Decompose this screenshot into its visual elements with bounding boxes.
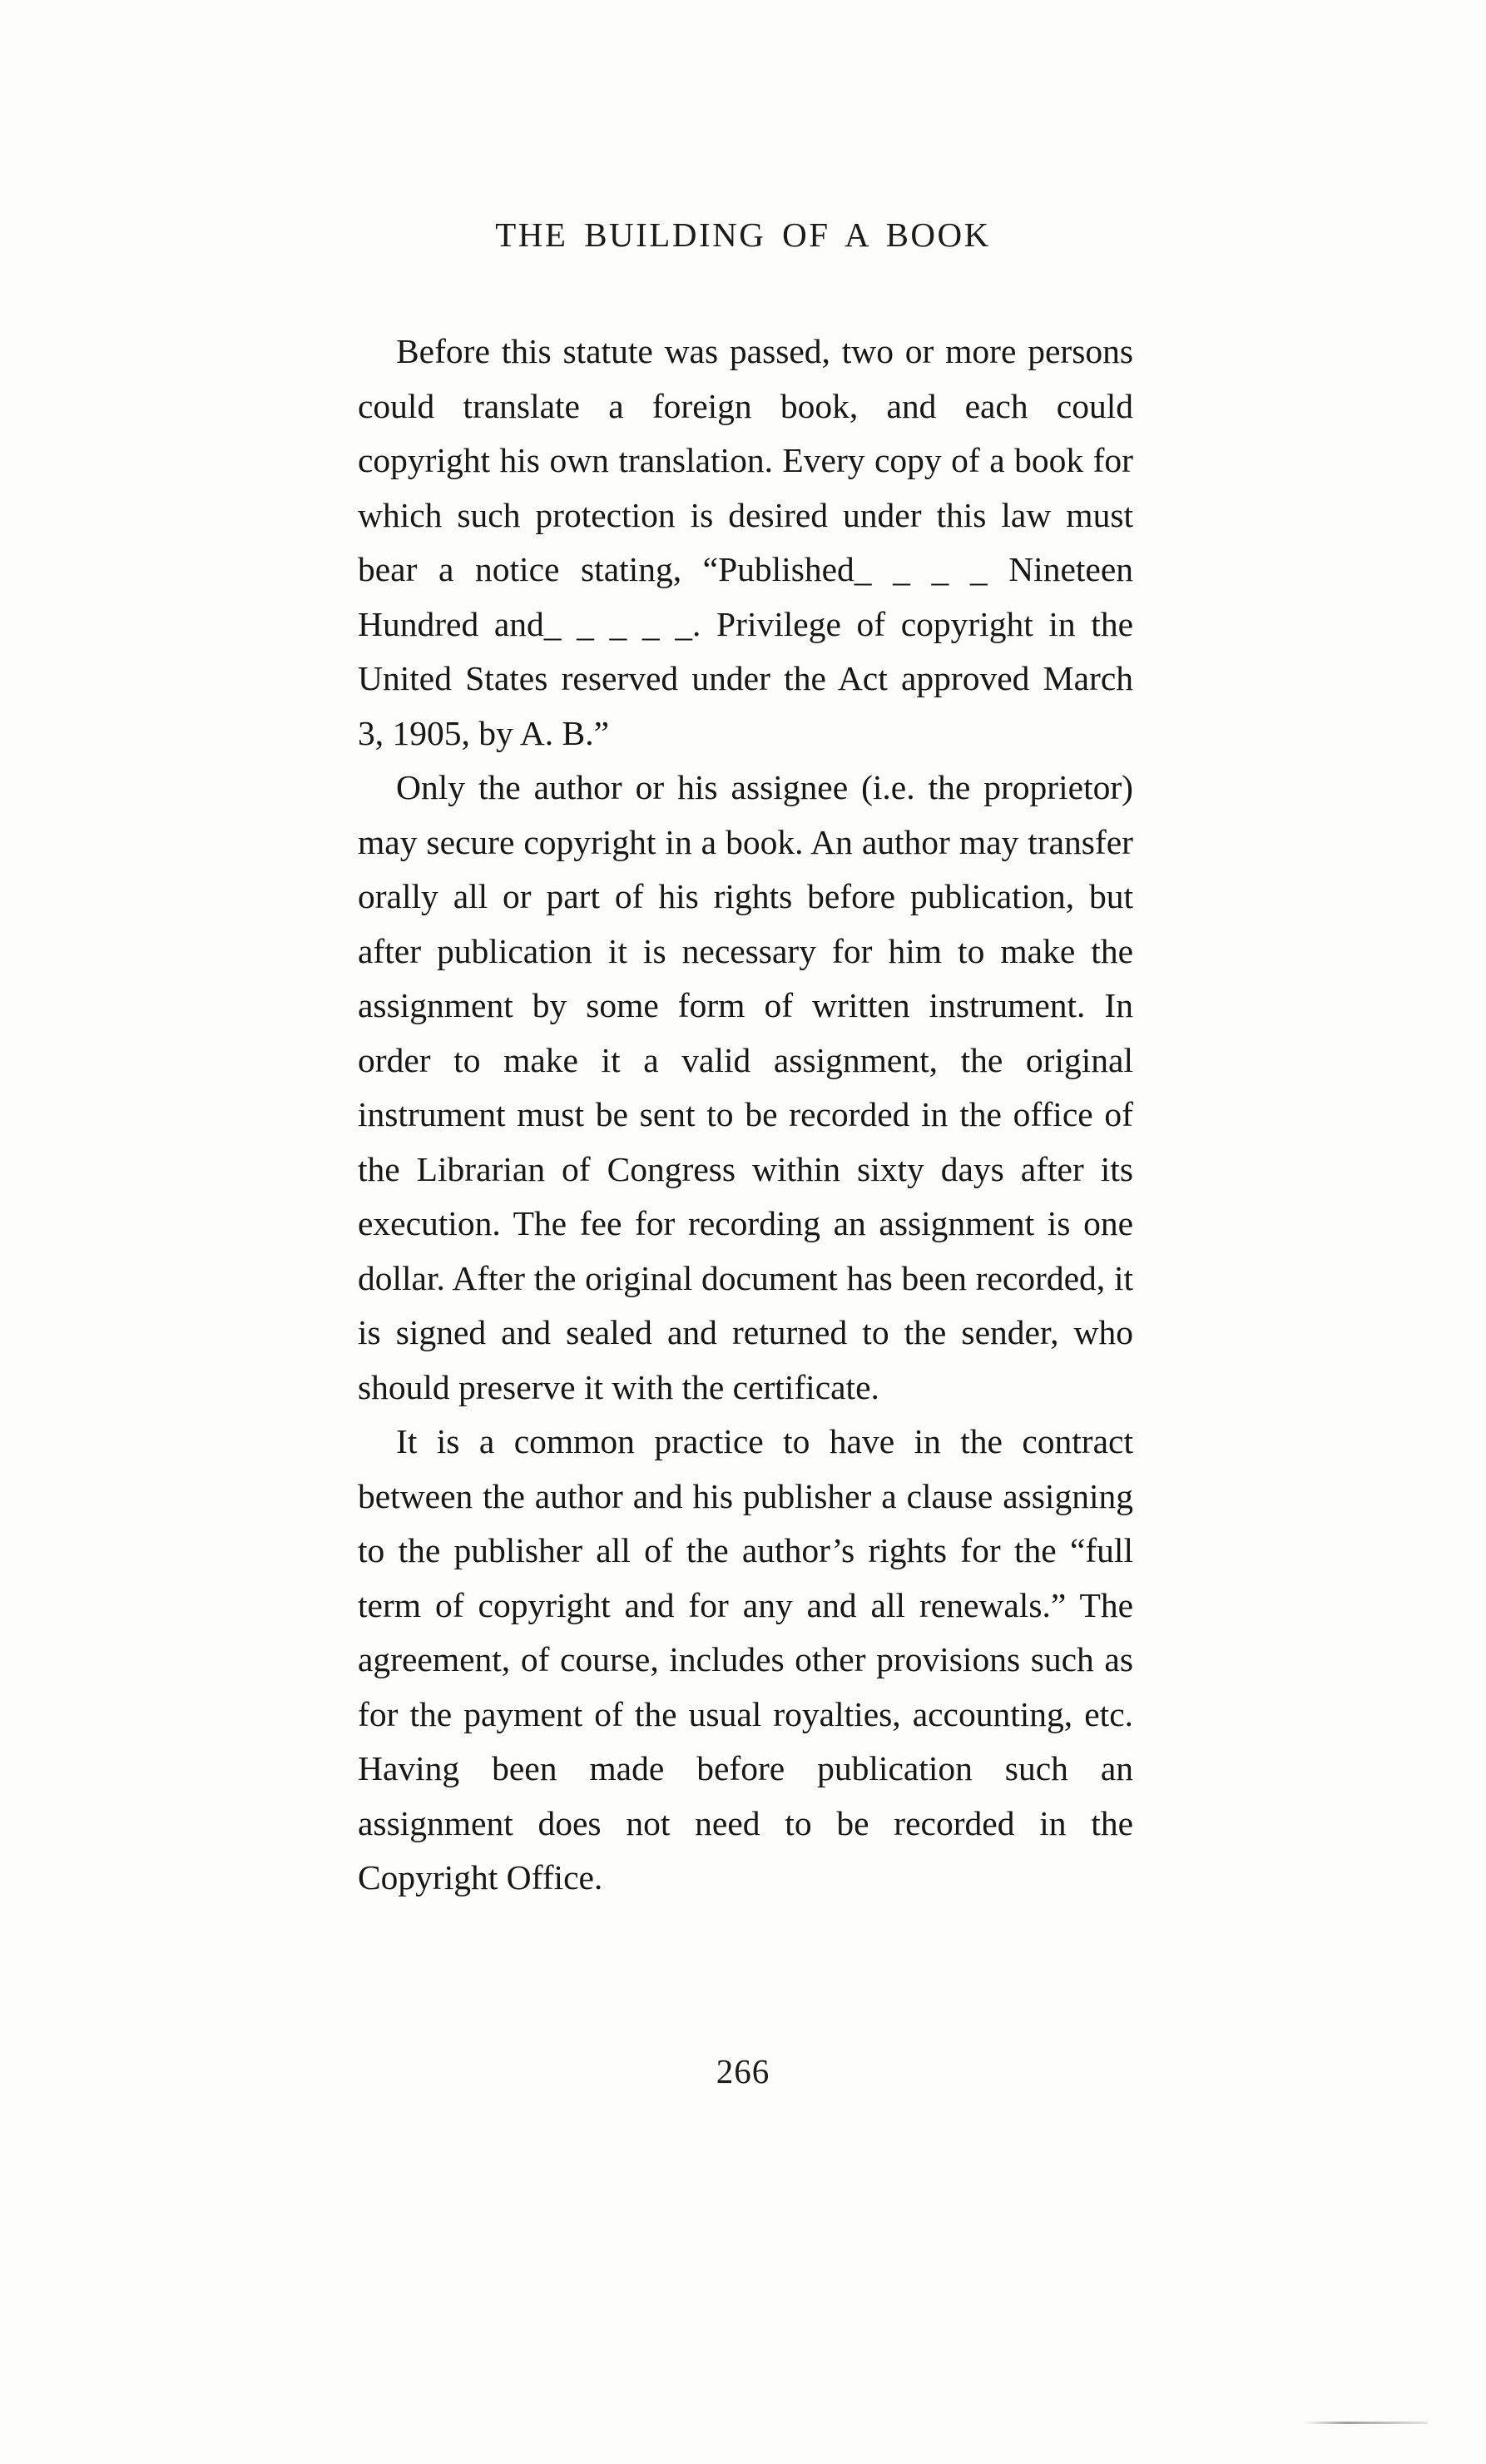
body-text-block [358,325,1133,1906]
paragraph-text: Only the author or his assignee (i.e. the proprietor) may secure copyright in a book. An author may transfer orally all or part of his rights before publication, but after publication it is necessary for him to make the assignment by some form of written instrument. In order to make it a valid assignment, the original instrument must be sent to be recorded in the office of the Librarian of Congress within sixty days after its execution. The fee for recording an assignment is one dollar. After the original document has been recorded, it is signed and sealed and returned to the sender, who should preserve it with the certificate. [358,768,1133,1406]
paragraph [358,761,1133,1415]
paragraph-text: Before this statute was passed, two or more persons could translate a foreign book, and each could copyright his own translation. Every copy of a book for which such protection is desired under this law must bear a notice stating, “Published_ _ _ _ Nineteen Hundred and_ _ _ _ _. Privilege of copyright in the United States reserved under the Act approved March 3, 1905, by A. B.” [358,332,1133,752]
page-edge-mark [1303,2422,1428,2424]
paragraph [358,1415,1133,1906]
paragraph [358,325,1133,761]
page-running-head: THE BUILDING OF A BOOK [495,216,991,254]
paragraph-text: It is a common practice to have in the contract between the author and his publisher a clause assigning to the publisher all of the author’s rights for the “full term of copyright and for any and all renewals.” The agreement, of course, includes other provisions such as for the payment of the usual royalties, accounting, etc. Having been made before publication such an assignment does not need to be recorded in the Copyright Office. [358,1422,1133,1896]
page-number: 266 [716,2052,770,2090]
